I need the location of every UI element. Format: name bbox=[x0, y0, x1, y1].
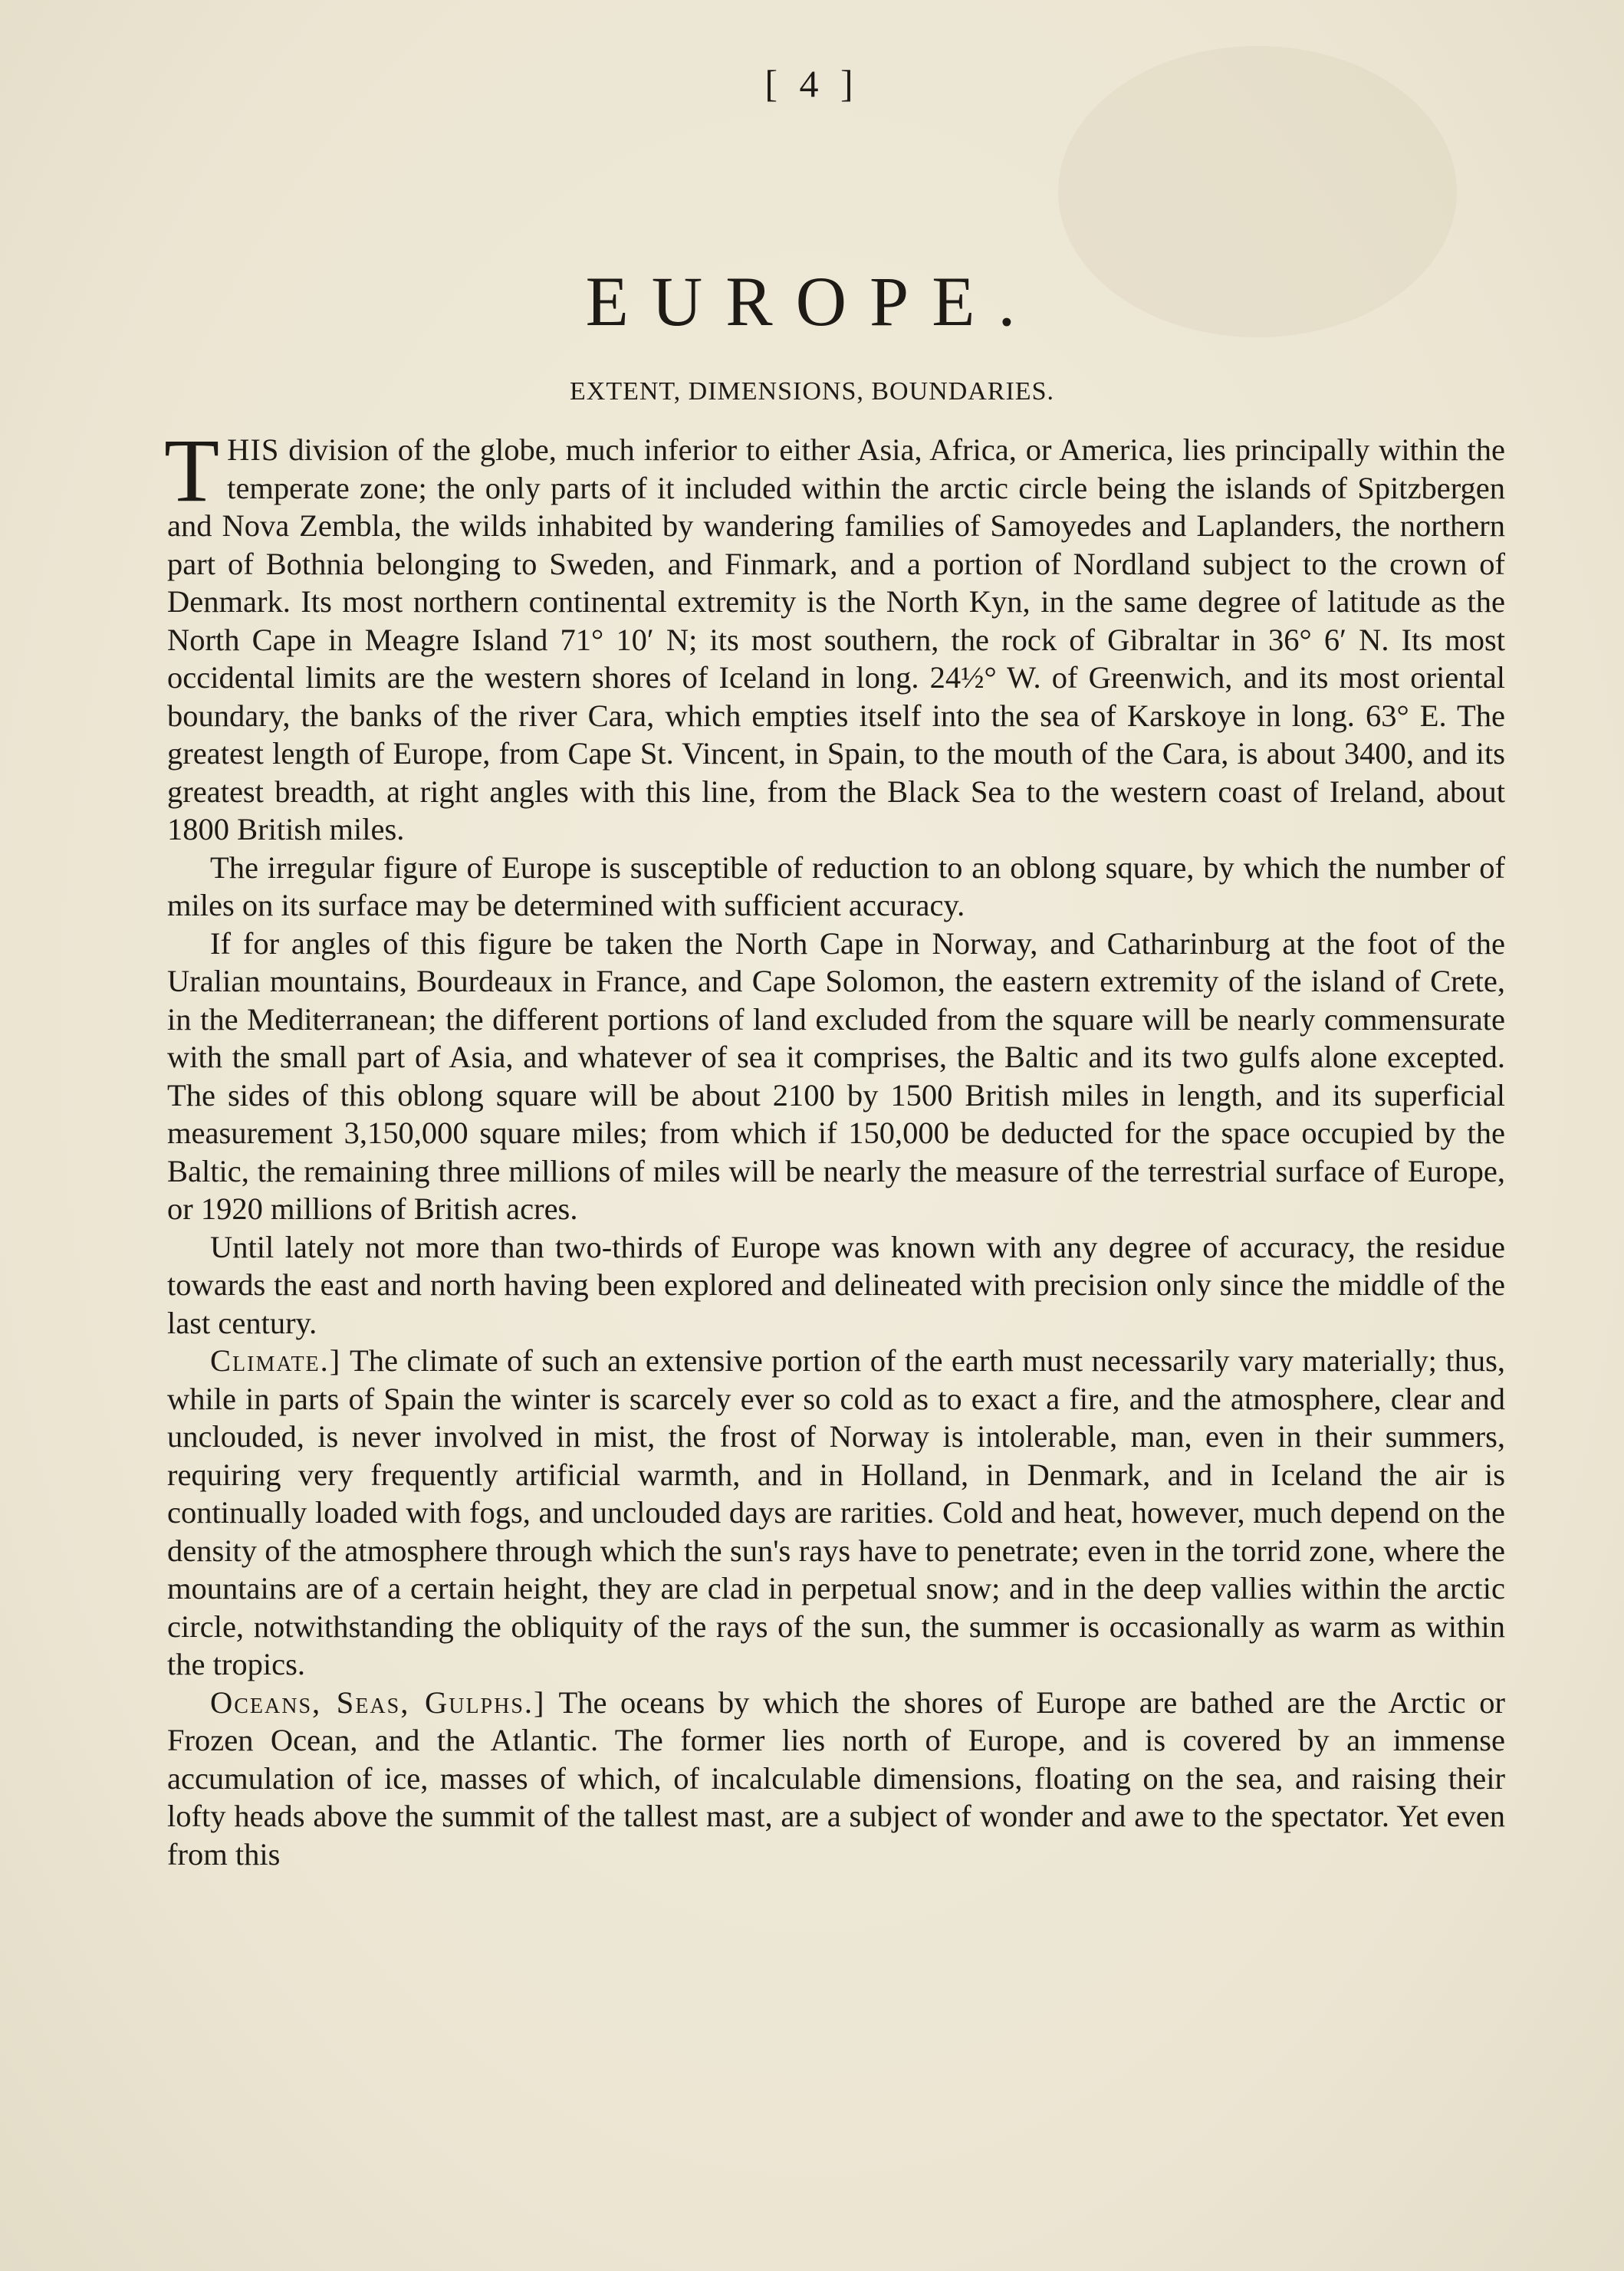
side-heading-climate: Climate.] bbox=[210, 1343, 342, 1378]
page-title: EUROPE. bbox=[585, 262, 1039, 340]
paragraph-extent bbox=[164, 420, 1505, 849]
paragraph-figure: The irregular figure of Europe is susceptible of reduction to an oblong square, by which the number of miles on its surface may be determined with sufficient accuracy. bbox=[167, 850, 1505, 922]
paragraph-text: The climate of such an extensive portion of the earth must necessarily vary materially; thus, while in parts of Spain the winter is scarcely ever so cold as to exact a fire, and the atmosphere, clear and unclouded, is never involved in mist, the frost of Norway is intolerable, man, even in their summers, requiring very frequently artificial warmth, and in Holland, in Denmark, and in Iceland the air is continually loaded with fogs, and unclouded days are rarities. Cold and heat, however, much depend on the density of the atmosphere through which the sun's rays have to penetrate; even in the torrid zone, where the mountains are of a certain height, they are clad in perpetual snow; and in the deep vallies within the arctic circle, notwithstanding the obliquity of the rays of the sun, the summer is occasionally as warm as within the tropics. bbox=[167, 1343, 1505, 1681]
paragraph-text: division of the globe, much inferior to either Asia, Africa, or America, lies principally within the temperate zone; the only parts of it included within the arctic circle being the islands of Spitzbergen and Nova Zembla, the wilds inhabited by wandering families of Samoyedes and Laplanders, the northern part of Bothnia belonging to Sweden, and Finmark, and a portion of Nordland subject to the crown of Denmark. Its most northern continental extremity is the North Kyn, in the same degree of latitude as the North Cape in Meagre Island 71° 10′ N; its most southern, the rock of Gibraltar in 36° 6′ N. Its most occidental limits are the western shores of Iceland in long. 24½° W. of Greenwich, and its most oriental boundary, the banks of the river Cara, which empties itself into the sea of Karskoye in long. 63° E. The greatest length of Europe, from Cape St. Vincent, in Spain, to the mouth of the Cara, is about 3400, and its greatest breadth, at right angles with this line, from the Black Sea to the western coast of Ireland, about 1800 British miles. bbox=[167, 432, 1505, 846]
paragraph-angles: If for angles of this figure be taken the North Cape in Norway, and Catharinburg at the foot of the Uralian mountains, Bourdeaux in France, and Cape Solomon, the eastern extremity of the island of Crete, in the Mediterranean; the different portions of land excluded from the square will be nearly commensurate with the small part of Asia, and whatever of sea it comprises, the Baltic and its two gulfs alone excepted. The sides of this oblong square will be about 2100 by 1500 British miles in length, and its superficial measurement 3,150,000 square miles; from which if 150,000 be deducted for the space occupied by the Baltic, the remaining three millions of miles will be nearly the measure of the terrestrial surface of Europe, or 1920 millions of British acres. bbox=[167, 925, 1505, 1226]
paragraph-knowledge: Until lately not more than two-thirds of Europe was known with any degree of accuracy, the residue towards the east and north having been explored and delineated with precision only since the middle of the last century. bbox=[167, 1229, 1505, 1340]
paragraph-oceans bbox=[167, 1684, 1505, 1874]
section-subheading: EXTENT, DIMENSIONS, BOUNDARIES. bbox=[570, 377, 1054, 406]
paragraph-text: The oceans by which the shores of Europe are bathed are the Arctic or Frozen Ocean, and the Atlantic. The former lies north of Europe, and is covered by an immense accumulation of ice, masses of which, of incalculable dimensions, floating on the sea, and raising their lofty heads above the summit of the tallest mast, are a subject of wonder and awe to the spectator. Yet even from this bbox=[167, 1684, 1505, 1872]
body-text bbox=[164, 420, 1505, 1873]
drop-cap: T bbox=[164, 420, 220, 521]
page-number: [ 4 ] bbox=[764, 62, 860, 105]
paragraph-climate bbox=[167, 1342, 1505, 1684]
side-heading-oceans: Oceans, Seas, Gulphs.] bbox=[210, 1684, 546, 1720]
opening-word: HIS bbox=[227, 432, 280, 467]
